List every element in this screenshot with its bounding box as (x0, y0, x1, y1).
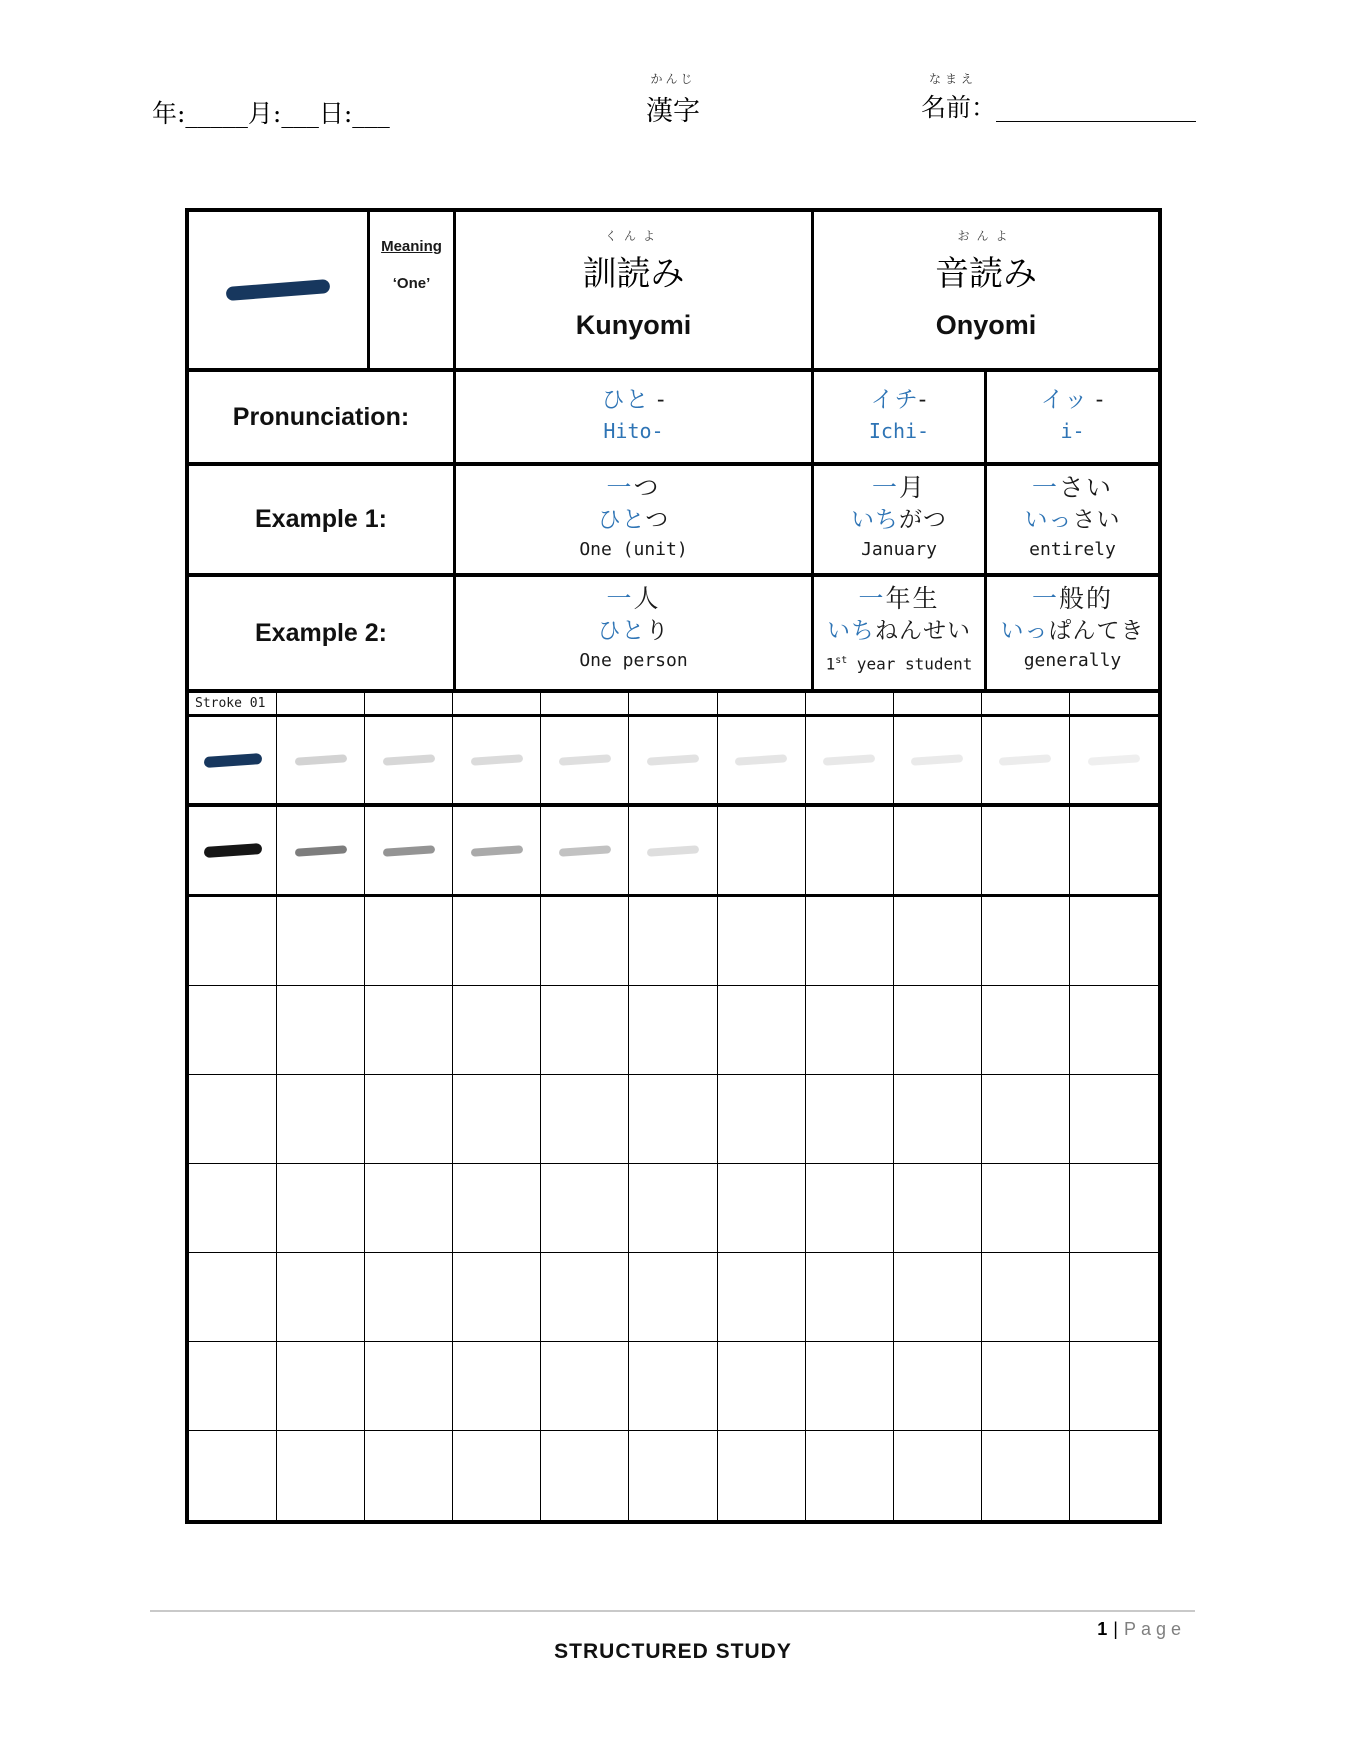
practice-cell (277, 1342, 365, 1430)
example2-label: Example 2: (189, 577, 456, 689)
practice-cell (365, 1164, 453, 1252)
practice-cell (365, 1431, 453, 1520)
meaning-label: Meaning (381, 238, 442, 255)
practice-cell (189, 986, 277, 1074)
example-reading: いっぱんてき (1000, 617, 1145, 643)
practice-cell (453, 1075, 541, 1163)
practice-cell (629, 1164, 717, 1252)
practice-cell (365, 1075, 453, 1163)
practice-cell (541, 986, 629, 1074)
practice-cell (894, 717, 982, 803)
practice-row (189, 1075, 1158, 1164)
practice-cell (806, 693, 894, 714)
example1-row (189, 466, 1158, 577)
practice-cell (1070, 693, 1158, 714)
table-header-row (189, 212, 1158, 372)
practice-cell (982, 897, 1070, 985)
name-label: 名前： (920, 93, 996, 122)
stroke-header-label: Stroke 01 (195, 696, 266, 711)
practice-cell (629, 986, 717, 1074)
practice-cell (629, 897, 717, 985)
example-gloss: generally (1023, 650, 1122, 671)
practice-cell (894, 1075, 982, 1163)
practice-row (189, 1431, 1158, 1520)
practice-cell (894, 1164, 982, 1252)
page-word: Page (1123, 1619, 1186, 1639)
practice-grid (189, 693, 1158, 1520)
practice-cell (894, 1253, 982, 1341)
practice-cell (806, 717, 894, 803)
example1-onyomi2-cell (987, 466, 1158, 573)
pron-onyomi1-cell (814, 372, 987, 462)
practice-cell (982, 717, 1070, 803)
practice-cell (453, 1431, 541, 1520)
practice-cell (541, 1431, 629, 1520)
practice-cell (189, 897, 277, 985)
pron-onyomi2-kana: イッ - (1040, 386, 1105, 412)
footer-divider (150, 1610, 1195, 1612)
practice-cell (629, 1253, 717, 1341)
example-word: 一年生 (858, 585, 940, 613)
stroke-mark (559, 845, 611, 857)
practice-cell (277, 1431, 365, 1520)
practice-cell (806, 1253, 894, 1341)
practice-cell (718, 807, 806, 894)
practice-row (189, 1253, 1158, 1342)
practice-cell (806, 1075, 894, 1163)
stroke-mark (647, 845, 699, 857)
practice-cell (1070, 717, 1158, 803)
practice-cell (541, 693, 629, 714)
example-reading: いちねんせい (827, 617, 971, 643)
kunyomi-header-cell (456, 212, 814, 368)
sheet-title-furigana: かんじ (650, 72, 696, 86)
pron-onyomi2-romaji: i- (1060, 419, 1085, 443)
name-furigana: なまえ (928, 72, 977, 86)
practice-cell (806, 1164, 894, 1252)
practice-cell (982, 986, 1070, 1074)
practice-cell (365, 717, 453, 803)
sheet-title-kanji: 漢字 (646, 96, 700, 127)
practice-cell (277, 693, 365, 714)
example-gloss: One person (579, 650, 688, 671)
kunyomi-label: Kunyomi (575, 310, 692, 340)
practice-cell (894, 1431, 982, 1520)
practice-cell (629, 693, 717, 714)
meaning-value: ‘One’ (392, 275, 431, 292)
practice-cell (277, 807, 365, 894)
stroke-mark (203, 843, 262, 858)
practice-cell (189, 693, 277, 714)
onyomi-header-cell (814, 212, 1158, 368)
stroke-mark (383, 845, 435, 857)
practice-cell (365, 986, 453, 1074)
name-field (921, 70, 1196, 124)
example-gloss: One (unit) (579, 539, 688, 560)
practice-cell (189, 807, 277, 894)
practice-row (189, 1342, 1158, 1431)
stroke-mark (559, 754, 611, 766)
stroke-mark (383, 754, 435, 766)
practice-cell (541, 807, 629, 894)
practice-cell (1070, 807, 1158, 894)
stroke-mark (999, 754, 1051, 766)
practice-cell (718, 717, 806, 803)
practice-cell (718, 1253, 806, 1341)
practice-cell (982, 1075, 1070, 1163)
pron-kunyomi-romaji: Hito- (603, 419, 664, 443)
example-word: 一月 (871, 474, 927, 502)
practice-cell (894, 986, 982, 1074)
practice-cell (1070, 1164, 1158, 1252)
practice-row (189, 1164, 1158, 1253)
onyomi-furigana: おんよ (957, 229, 1015, 243)
pronunciation-label: Pronunciation: (189, 372, 456, 462)
example-gloss: 1st year student (825, 654, 973, 674)
kanji-image-cell (189, 212, 370, 368)
practice-cell (718, 693, 806, 714)
stroke-mark (823, 754, 875, 766)
kanji-stroke-image (226, 279, 331, 301)
practice-cell (982, 1253, 1070, 1341)
practice-row (189, 717, 1158, 807)
practice-cell (453, 717, 541, 803)
practice-cell (453, 1342, 541, 1430)
practice-cell (1070, 1075, 1158, 1163)
practice-cell (982, 1164, 1070, 1252)
example-word: 一さい (1031, 474, 1114, 502)
stroke-mark (471, 845, 523, 857)
example1-kunyomi-cell (456, 466, 814, 573)
practice-cell (453, 807, 541, 894)
pron-kunyomi-kana: ひと - (601, 386, 666, 412)
practice-cell (1070, 986, 1158, 1074)
kunyomi-furigana: くんよ (604, 229, 662, 243)
example-word: 一人 (606, 585, 661, 613)
practice-cell (541, 1342, 629, 1430)
practice-cell (189, 1253, 277, 1341)
practice-cell (453, 1253, 541, 1341)
practice-cell (189, 1342, 277, 1430)
pron-kunyomi-cell (456, 372, 814, 462)
onyomi-kanji: 音読み (935, 254, 1037, 294)
practice-cell (894, 693, 982, 714)
page-number (1097, 1619, 1186, 1640)
name-blank: ________________ (996, 93, 1196, 122)
stroke-mark (294, 845, 346, 857)
practice-cell (1070, 897, 1158, 985)
practice-cell (718, 1164, 806, 1252)
brand-title: STRUCTURED STUDY (554, 1640, 792, 1663)
practice-cell (277, 1253, 365, 1341)
practice-cell (277, 1164, 365, 1252)
practice-cell (982, 693, 1070, 714)
example-reading: ひとり (597, 617, 670, 643)
practice-cell (629, 807, 717, 894)
practice-cell (189, 717, 277, 803)
practice-cell (453, 897, 541, 985)
practice-cell (541, 897, 629, 985)
practice-cell (365, 1342, 453, 1430)
example2-kunyomi-cell (456, 577, 814, 689)
practice-cell (718, 1342, 806, 1430)
practice-cell (718, 1431, 806, 1520)
kanji-table (185, 208, 1162, 1524)
onyomi-label: Onyomi (935, 310, 1037, 340)
example1-onyomi1-cell (814, 466, 987, 573)
practice-cell (629, 717, 717, 803)
practice-cell (365, 1253, 453, 1341)
practice-cell (277, 717, 365, 803)
practice-row (189, 986, 1158, 1075)
practice-cell (806, 897, 894, 985)
pron-onyomi1-romaji: Ichi- (868, 419, 930, 443)
page-number-value: 1 (1097, 1619, 1108, 1639)
date-field: 年:_____月:___日:___ (152, 99, 390, 128)
practice-cell (1070, 1431, 1158, 1520)
pronunciation-row (189, 372, 1158, 466)
stroke-mark (735, 754, 787, 766)
example-reading: いちがつ (851, 506, 947, 532)
practice-cell (189, 1164, 277, 1252)
practice-cell (453, 1164, 541, 1252)
example1-label: Example 1: (189, 466, 456, 573)
practice-cell (1070, 1342, 1158, 1430)
practice-cell (1070, 1253, 1158, 1341)
stroke-mark (294, 754, 346, 766)
practice-cell (982, 807, 1070, 894)
stroke-header-row (189, 693, 1158, 717)
practice-row (189, 807, 1158, 897)
practice-row (189, 897, 1158, 986)
practice-cell (806, 807, 894, 894)
practice-cell (806, 986, 894, 1074)
example-gloss: entirely (1029, 539, 1116, 560)
practice-cell (365, 807, 453, 894)
practice-cell (718, 897, 806, 985)
stroke-mark (1088, 754, 1140, 766)
example-word: 一つ (606, 474, 661, 502)
practice-cell (189, 1431, 277, 1520)
practice-cell (629, 1342, 717, 1430)
example-word: 一般的 (1031, 585, 1114, 613)
practice-cell (629, 1431, 717, 1520)
practice-cell (806, 1431, 894, 1520)
practice-cell (541, 1164, 629, 1252)
practice-cell (718, 986, 806, 1074)
example-gloss: January (861, 539, 937, 560)
pron-onyomi2-cell (987, 372, 1158, 462)
practice-cell (982, 1431, 1070, 1520)
kunyomi-kanji: 訓読み (582, 254, 685, 294)
page-number-separator: | (1113, 1619, 1118, 1639)
practice-cell (982, 1342, 1070, 1430)
stroke-mark (647, 754, 699, 766)
practice-cell (541, 1075, 629, 1163)
practice-cell (894, 807, 982, 894)
example2-onyomi2-cell (987, 577, 1158, 689)
practice-cell (365, 693, 453, 714)
practice-cell (277, 986, 365, 1074)
example2-onyomi1-cell (814, 577, 987, 689)
practice-cell (189, 1075, 277, 1163)
practice-cell (277, 897, 365, 985)
practice-cell (453, 986, 541, 1074)
practice-cell (806, 1342, 894, 1430)
practice-cell (718, 1075, 806, 1163)
pron-onyomi1-kana: イチ- (870, 386, 928, 412)
example2-row (189, 577, 1158, 693)
stroke-mark (471, 754, 523, 766)
practice-cell (629, 1075, 717, 1163)
name-line (921, 88, 1196, 124)
stroke-mark (203, 752, 262, 767)
example-reading: いっさい (1024, 506, 1121, 532)
practice-cell (453, 693, 541, 714)
practice-cell (894, 1342, 982, 1430)
practice-cell (894, 897, 982, 985)
practice-cell (365, 897, 453, 985)
stroke-mark (911, 754, 963, 766)
practice-cell (277, 1075, 365, 1163)
example-reading: ひとつ (597, 506, 670, 532)
practice-cell (541, 1253, 629, 1341)
practice-cell (541, 717, 629, 803)
meaning-cell (370, 212, 456, 368)
